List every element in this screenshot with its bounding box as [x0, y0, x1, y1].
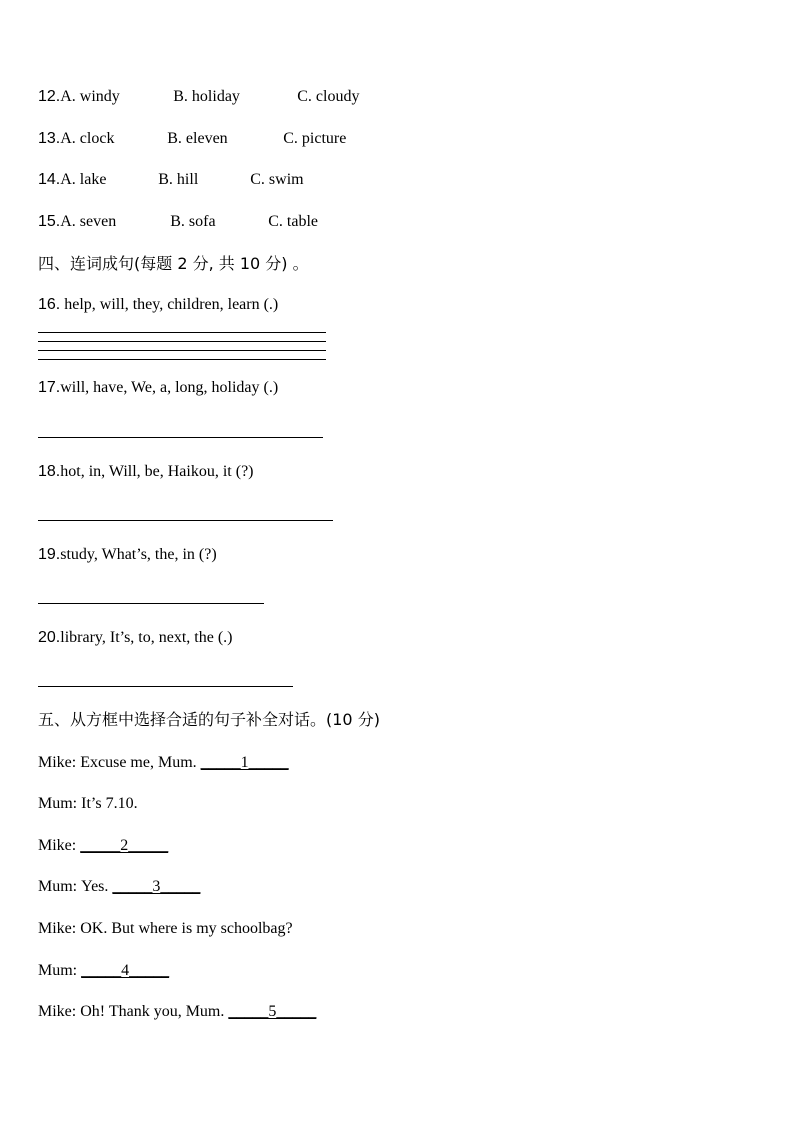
option-c: C. cloudy: [297, 88, 360, 105]
answer-line[interactable]: [38, 437, 323, 438]
word-list: will, have, We, a, long, holiday (.): [60, 379, 279, 396]
choice-row-15: [38, 212, 318, 232]
answer-line[interactable]: [38, 686, 293, 687]
question-number: 18.: [38, 463, 61, 480]
option-b: B. holiday: [173, 88, 240, 105]
word-list: library, It’s, to, next, the (.): [60, 629, 233, 646]
question-number: 14.: [38, 171, 61, 188]
option-c: C. picture: [283, 130, 347, 147]
choice-row-14: [38, 170, 304, 190]
option-a: A. clock: [60, 130, 115, 147]
word-list: study, What’s, the, in (?): [60, 546, 217, 563]
dialogue-line-4: [38, 877, 200, 897]
dialogue-line-7: [38, 1002, 316, 1022]
question-number: 19.: [38, 546, 61, 563]
question-number: 20.: [38, 629, 61, 646]
question-number: 17.: [38, 379, 61, 396]
answer-blank-1[interactable]: _____1_____: [200, 754, 289, 771]
word-list: help, will, they, children, learn (.): [60, 296, 279, 313]
word-list: hot, in, Will, be, Haikou, it (?): [60, 463, 254, 480]
dialogue-line-5: [38, 919, 293, 939]
dialogue-text: Oh! Thank you, Mum.: [80, 1003, 229, 1020]
choice-row-12: [38, 87, 359, 107]
answer-line[interactable]: [38, 332, 326, 333]
dialogue-line-2: [38, 794, 138, 814]
dialogue-line-3: [38, 836, 168, 856]
speaker: Mum:: [38, 795, 78, 812]
question-number: 13.: [38, 130, 61, 147]
option-b: B. hill: [158, 171, 199, 188]
dialogue-line-6: [38, 961, 169, 981]
option-c: C. swim: [250, 171, 304, 188]
answer-blank-3[interactable]: _____3_____: [112, 878, 201, 895]
option-a: A. lake: [60, 171, 107, 188]
dialogue-text: Yes.: [81, 878, 113, 895]
section-5-heading: 五、从方框中选择合适的句子补全对话。(10 分): [38, 710, 380, 729]
answer-line[interactable]: [38, 359, 326, 360]
speaker: Mike:: [38, 754, 77, 771]
question-number: 12.: [38, 88, 61, 105]
answer-line[interactable]: [38, 350, 326, 351]
dialogue-text: OK. But where is my schoolbag?: [80, 920, 293, 937]
dialogue-line-1: [38, 753, 289, 773]
question-number: 16.: [38, 296, 61, 313]
option-b: B. eleven: [167, 130, 228, 147]
dialogue-text: Excuse me, Mum.: [80, 754, 201, 771]
answer-line[interactable]: [38, 341, 326, 342]
answer-line[interactable]: [38, 520, 333, 521]
speaker: Mike:: [38, 1003, 77, 1020]
sentence-item-20: [38, 628, 233, 648]
choice-row-13: [38, 129, 346, 149]
speaker: Mike:: [38, 837, 77, 854]
answer-blank-5[interactable]: _____5_____: [228, 1003, 317, 1020]
question-number: 15.: [38, 213, 61, 230]
dialogue-text: It’s 7.10.: [81, 795, 138, 812]
option-c: C. table: [268, 213, 319, 230]
speaker: Mike:: [38, 920, 77, 937]
answer-line[interactable]: [38, 603, 264, 604]
speaker: Mum:: [38, 878, 78, 895]
answer-blank-4[interactable]: _____4_____: [81, 962, 170, 979]
sentence-item-17: [38, 378, 278, 398]
answer-blank-2[interactable]: _____2_____: [80, 837, 169, 854]
option-b: B. sofa: [170, 213, 216, 230]
option-a: A. windy: [60, 88, 120, 105]
speaker: Mum:: [38, 962, 78, 979]
option-a: A. seven: [60, 213, 117, 230]
section-4-heading: 四、连词成句(每题 2 分, 共 10 分) 。: [38, 254, 309, 273]
sentence-item-18: [38, 462, 254, 482]
sentence-item-16: [38, 295, 278, 315]
sentence-item-19: [38, 545, 217, 565]
